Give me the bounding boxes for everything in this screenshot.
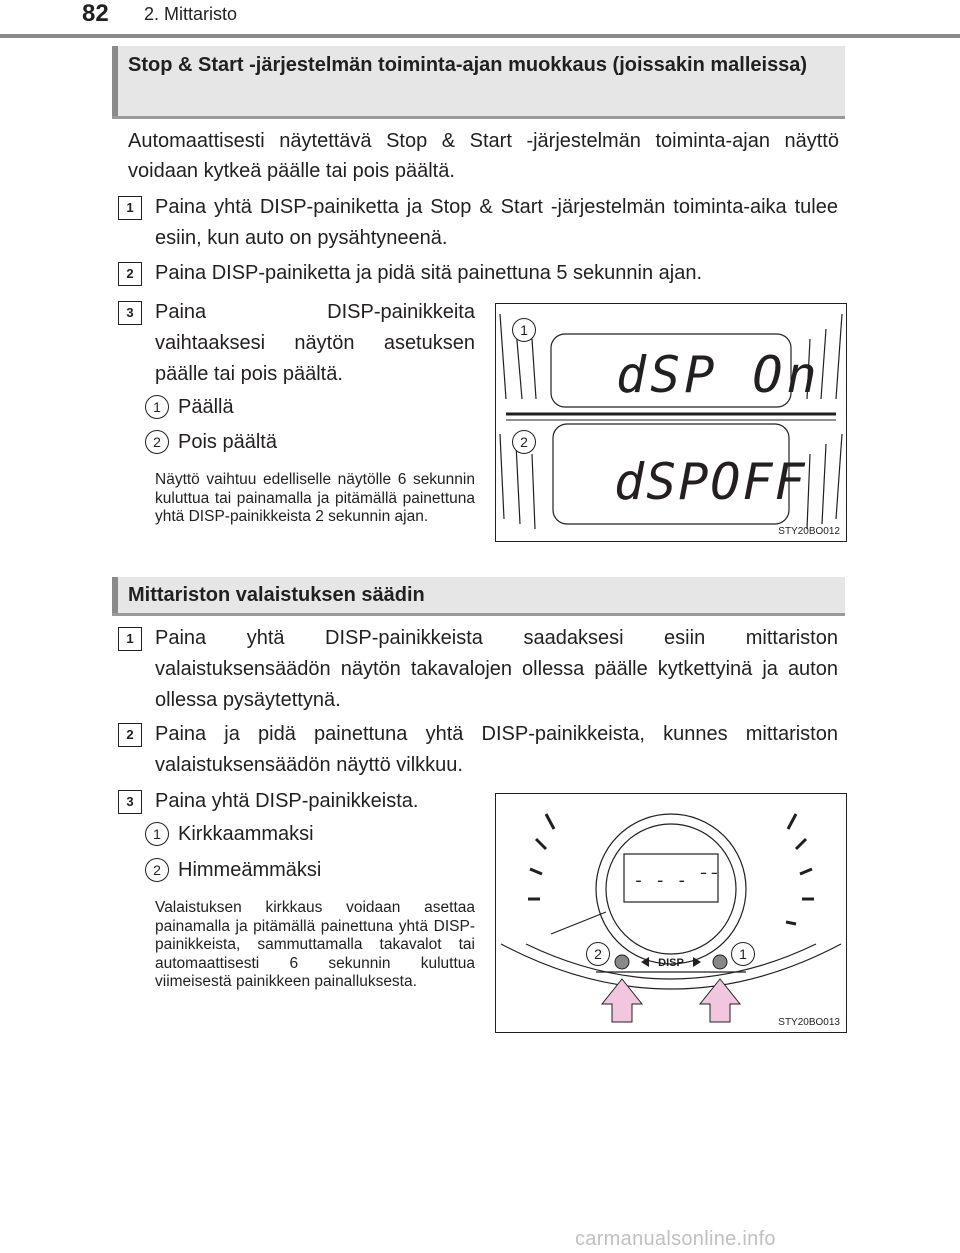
section-heading-bar: [112, 577, 118, 613]
step-text: Paina yhtä DISP-painiketta ja Stop & Start -järjestelmän toiminta-aika tulee esiin, kun auto on pysähtyneenä.: [155, 196, 838, 249]
pointer-arrow-icon: [700, 979, 740, 1022]
note-text: Näyttö vaihtuu edelliselle näytölle 6 sekunnin kuluttua tai painamalla ja pitämällä painettuna yhtä DISP-painikkeista 2 sekunnin ajan.: [155, 471, 475, 525]
watermark-text: carmanualsonline.info: [575, 1228, 776, 1250]
figure-display-toggle-drawing: [496, 304, 846, 541]
lcd-text-on: dSP On: [616, 346, 821, 404]
step-1: [118, 627, 840, 719]
option-on: Päällä: [178, 396, 234, 418]
section-heading-stop-start: [112, 46, 845, 119]
step-number: 1: [118, 627, 142, 651]
section-title: Stop & Start -järjestelmän toiminta-ajan muokkaus (joissakin malleissa): [128, 54, 808, 76]
figure-callout-2: 2: [512, 430, 536, 454]
option-number: 2: [145, 430, 169, 454]
figure-illumination-drawing: [496, 794, 846, 1032]
step-text: Paina ja pidä painettuna yhtä DISP-painikkeista, kunnes mittariston valaistuksensäädön näyttö vilkkuu.: [155, 723, 838, 776]
figure-display-toggle: [495, 303, 847, 542]
step-number: 3: [118, 301, 142, 325]
step-number: 2: [118, 262, 142, 286]
lcd-dashes: - - - ̄ ̄: [633, 870, 709, 891]
figure-callout-2: 2: [586, 942, 610, 966]
option-number: 1: [145, 395, 169, 419]
intro-paragraph: Automaattisesti näytettävä Stop & Start -järjestelmän toiminta-ajan näyttö voidaan kytkeä päälle tai pois päältä.: [128, 130, 839, 182]
lcd-text-off: dSPOFF: [614, 453, 807, 511]
disp-button-left: [615, 955, 629, 969]
step-1: [118, 196, 840, 258]
figure-code: STY20BO013: [778, 1017, 840, 1028]
figure-callout-1: 1: [731, 942, 755, 966]
figure-callout-1: 1: [512, 318, 536, 342]
step-number: 3: [118, 790, 142, 814]
step-text: Paina DISP-painikkeita vaihtaaksesi näytön asetuksen päälle tai pois päältä.: [155, 301, 475, 385]
step-text: Paina yhtä DISP-painikkeista saadaksesi esiin mittariston valaistuksensäädön näytön takavalojen ollessa päälle kytkettyinä ja auton ollessa pysäytettynä.: [155, 627, 838, 711]
page-number: 82: [82, 0, 109, 27]
option-number: 2: [145, 858, 169, 882]
step-2: [118, 262, 840, 292]
header-divider: [0, 34, 960, 38]
step-text: Paina DISP-painiketta ja pidä sitä painettuna 5 sekunnin ajan.: [155, 262, 703, 284]
step-number: 2: [118, 723, 142, 747]
step-2: [118, 723, 840, 785]
step-text: Paina yhtä DISP-painikkeista.: [155, 790, 419, 812]
disp-label: DISP: [658, 957, 684, 969]
figure-illumination-control: [495, 793, 847, 1033]
chapter-title: 2. Mittaristo: [144, 4, 238, 24]
disp-button-right: [713, 955, 727, 969]
section-title: Mittariston valaistuksen säädin: [128, 584, 425, 606]
option-dimmer: Himmeämmäksi: [178, 859, 322, 881]
step-number: 1: [118, 196, 142, 220]
step-3: [118, 790, 478, 820]
pointer-arrow-icon: [602, 979, 642, 1022]
step-3: [118, 301, 478, 391]
section-heading-bar: [112, 46, 118, 116]
figure-code: STY20BO012: [778, 526, 840, 537]
note-text: Valaistuksen kirkkaus voidaan asettaa painamalla ja pitämällä painettuna yhtä DISP-painikkeista, sammuttamalla takavalot tai automaattisesti 6 sekunnin kuluttua viimeisestä painikkeen painalluksesta.: [155, 899, 475, 990]
option-off: Pois päältä: [178, 431, 277, 453]
option-number: 1: [145, 822, 169, 846]
section-heading-illumination: [112, 577, 845, 616]
option-brighter: Kirkkaammaksi: [178, 823, 314, 845]
